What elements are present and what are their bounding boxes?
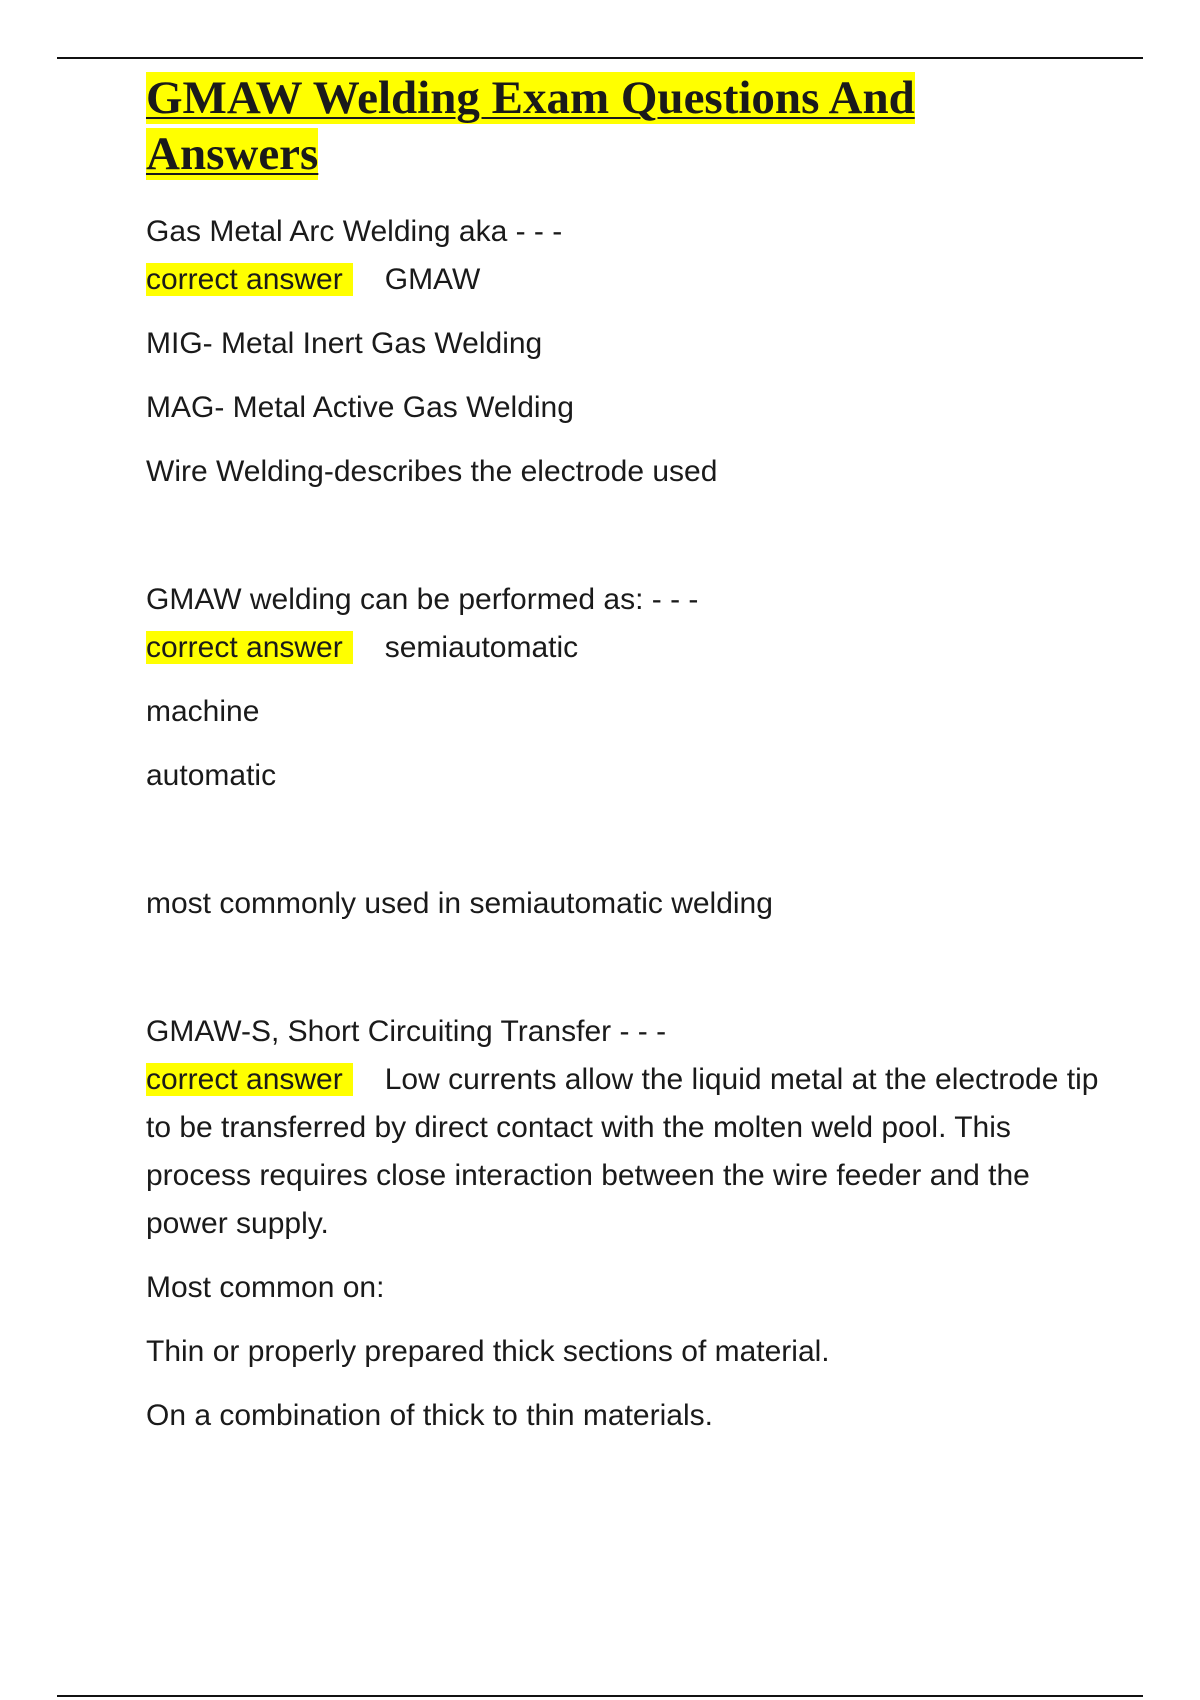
correct-answer-tag: correct answer [146, 263, 353, 296]
title-line-2: Answers [146, 128, 319, 180]
document-title [146, 70, 1106, 182]
detail-line: On a combination of thick to thin materials. [146, 1399, 713, 1432]
answer-line [146, 1056, 1106, 1248]
correct-answer-tag: correct answer [146, 1063, 353, 1096]
detail-line: machine [146, 695, 260, 728]
correct-answer-tag: correct answer [146, 631, 353, 664]
question: GMAW welding can be performed as: - - - [146, 583, 699, 616]
question: Gas Metal Arc Welding aka - - - [146, 215, 563, 248]
note-line: most commonly used in semiautomatic welding [146, 887, 773, 920]
answer-text: Low currents allow the liquid metal at the electrode tip to be transferred by direct contact with the molten weld pool. This process requires close interaction between the wire feeder and the power supply. [146, 1063, 1099, 1240]
answer-text: semiautomatic [384, 631, 579, 664]
detail-line: Thin or properly prepared thick sections of material. [146, 1335, 830, 1368]
detail-line: Most common on: [146, 1271, 385, 1304]
detail-line: MAG- Metal Active Gas Welding [146, 391, 574, 424]
title-line-1: GMAW Welding Exam Questions And [146, 72, 915, 124]
question: GMAW-S, Short Circuiting Transfer - - - [146, 1015, 667, 1048]
answer-line [146, 624, 1106, 672]
detail-line: automatic [146, 759, 277, 792]
qa-block-2 [146, 576, 1106, 928]
footer-rule [57, 1695, 1143, 1697]
answer-text: GMAW [384, 263, 481, 296]
qa-block-3 [146, 1008, 1106, 1440]
header-rule [57, 57, 1143, 59]
document-page [146, 70, 1106, 1456]
detail-line: Wire Welding-describes the electrode used [146, 455, 718, 488]
qa-block-1 [146, 208, 1106, 496]
answer-line [146, 256, 1106, 304]
detail-line: MIG- Metal Inert Gas Welding [146, 327, 543, 360]
